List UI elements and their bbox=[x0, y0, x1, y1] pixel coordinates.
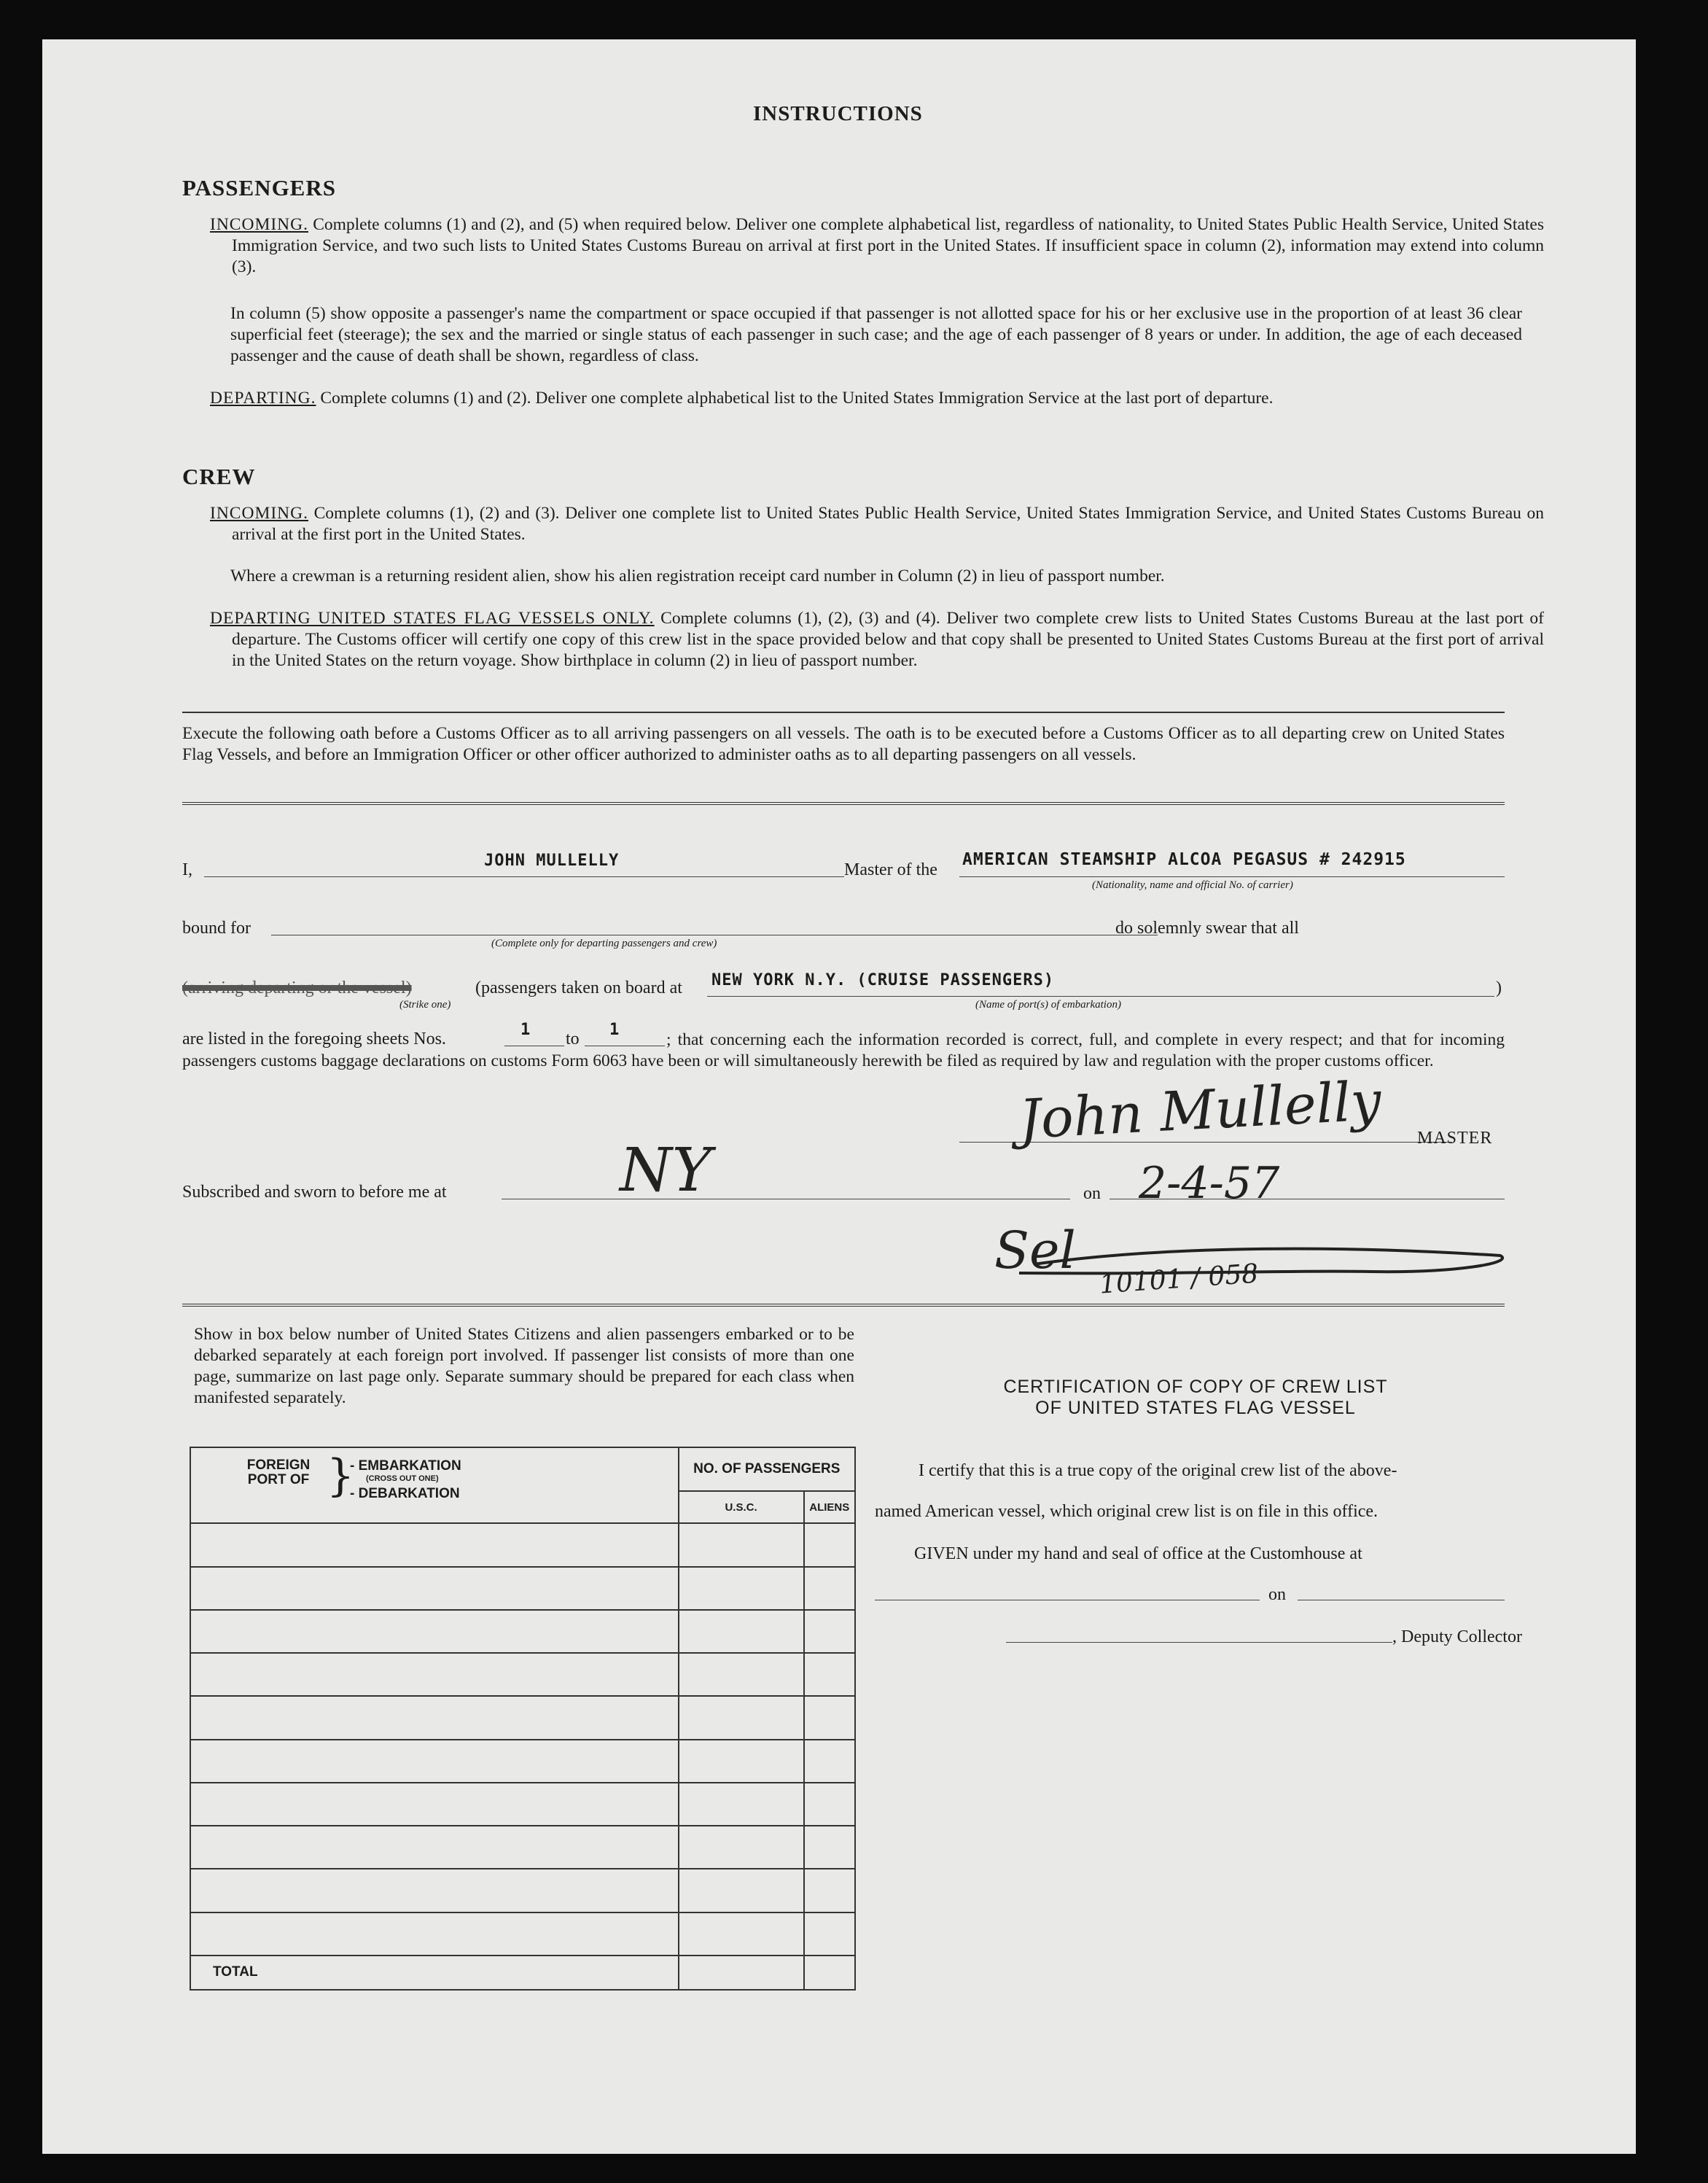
on-label: on bbox=[1083, 1184, 1101, 1203]
aliens-cell[interactable] bbox=[804, 1523, 855, 1566]
master-label: MASTER bbox=[1417, 1129, 1493, 1148]
usc-header: U.S.C. bbox=[679, 1491, 804, 1523]
total-label: TOTAL bbox=[190, 1956, 679, 1990]
to-label: to bbox=[566, 1030, 580, 1048]
crew-incoming-paragraph bbox=[210, 503, 1544, 545]
crew-departing-paragraph bbox=[210, 608, 1544, 672]
aliens-cell[interactable] bbox=[804, 1869, 855, 1912]
master-signature: John Mullelly bbox=[1018, 1070, 1383, 1151]
vessel-caption: (Nationality, name and official No. of carrier) bbox=[1092, 879, 1293, 891]
officer-number: 10101 / 058 bbox=[1098, 1258, 1260, 1300]
summary-instructions: Show in box below number of United States Citizens and alien passengers embarked or to be debarked separately at each foreign port involved. If passenger list consists of more than one page, summarize on last page only. Separate summary should be prepared for each class when manifested separately. bbox=[194, 1325, 854, 1407]
certification-text-1: I certify that this is a true copy of the original crew list of the above- bbox=[919, 1461, 1397, 1480]
taken-on-board-label: (passengers taken on board at bbox=[475, 978, 682, 997]
port-caption: (Name of port(s) of embarkation) bbox=[975, 999, 1121, 1011]
master-name-field: JOHN MULLELLY bbox=[484, 852, 620, 870]
oath-instructions: Execute the following oath before a Customs Officer as to all arriving passengers on all vessels. The oath is to be executed before a Customs Officer as to all departing crew on United States Flag Vessels, and before an Immigration Officer or other officer authorized to administer oaths as to all departing passengers on all vessels. bbox=[182, 724, 1505, 764]
officer-signature: Sel bbox=[994, 1221, 1076, 1280]
aliens-cell[interactable] bbox=[804, 1740, 855, 1783]
strike-one-caption: (Strike one) bbox=[399, 999, 451, 1011]
port-cell[interactable] bbox=[190, 1653, 679, 1696]
usc-cell[interactable] bbox=[679, 1912, 804, 1956]
passengers-incoming-label: INCOMING. bbox=[210, 215, 308, 234]
page-title: INSTRUCTIONS bbox=[753, 102, 923, 125]
divider bbox=[182, 712, 1505, 713]
passengers-incoming-paragraph bbox=[210, 214, 1544, 278]
close-paren: ) bbox=[1496, 978, 1502, 997]
usc-cell[interactable] bbox=[679, 1653, 804, 1696]
sheet-to-field: 1 bbox=[609, 1021, 620, 1039]
aliens-cell[interactable] bbox=[804, 1696, 855, 1739]
master-of-label: Master of the bbox=[844, 860, 937, 879]
crew-departing-text: Complete columns (1), (2), (3) and (4). Deliver two complete crew lists to United States Customs Bureau at the last port of departure. The Customs officer will certify one copy of this crew list in the space provided below and that copy shall be presented to United States Customs Bureau at the first port of arrival in the United States on the return voyage. Show birthplace in column (2) in lieu of passport number. bbox=[232, 609, 1544, 670]
vessel-line bbox=[959, 876, 1505, 877]
bound-for-label: bound for bbox=[182, 919, 251, 938]
port-cell[interactable] bbox=[190, 1869, 679, 1912]
crew-departing-label: DEPARTING UNITED STATES FLAG VESSELS ONLY. bbox=[210, 609, 655, 628]
given-text: GIVEN under my hand and seal of office at the Customhouse at bbox=[914, 1544, 1362, 1563]
divider bbox=[182, 1304, 1505, 1307]
port-cell[interactable] bbox=[190, 1610, 679, 1653]
port-cell[interactable] bbox=[190, 1740, 679, 1783]
foreign-port-header: FOREIGN PORT OF bbox=[246, 1458, 311, 1487]
crew-incoming-text: Complete columns (1), (2) and (3). Deliver one complete list to United States Public Health Service, United States Immigration Service, and United States Customs Bureau on arrival at the first port in the United States. bbox=[232, 504, 1545, 544]
usc-cell[interactable] bbox=[679, 1740, 804, 1783]
usc-cell[interactable] bbox=[679, 1783, 804, 1826]
aliens-cell[interactable] bbox=[804, 1783, 855, 1826]
usc-total-cell[interactable] bbox=[679, 1956, 804, 1990]
divider bbox=[182, 802, 1505, 805]
cross-out-note: (CROSS OUT ONE) bbox=[366, 1474, 439, 1483]
sworn-place-field: NY bbox=[620, 1136, 711, 1205]
brace-glyph: } bbox=[327, 1450, 355, 1501]
certification-on-label: on bbox=[1268, 1585, 1286, 1604]
passengers-incoming-text: Complete columns (1) and (2), and (5) when required below. Deliver one complete alphabetical list, regardless of nationality, to United States Public Health Service, United States Immigration Service, and two such lists to United States Customs Bureau on arrival at first port in the United States. If insufficient space in column (2), information may extend into column (3). bbox=[232, 215, 1545, 276]
listed-text: ; that concerning each the information recorded is correct, full, and complete in every respect; and that for incoming passengers customs baggage declarations on customs Form 6063 have been or will simultaneously herewith be filed as required by law and regulation with the proper customs officer. bbox=[182, 1030, 1505, 1070]
crew-resident-paragraph: Where a crewman is a returning resident alien, show his alien registration receipt card number in Column (2) in lieu of passport number. bbox=[230, 567, 1165, 585]
passengers-departing-text: Complete columns (1) and (2). Deliver one complete alphabetical list to the United States Immigration Service at the last port of departure. bbox=[320, 389, 1274, 408]
swear-label: do solemnly swear that all bbox=[1115, 919, 1299, 938]
passengers-departing-label: DEPARTING. bbox=[210, 389, 316, 408]
usc-cell[interactable] bbox=[679, 1610, 804, 1653]
usc-cell[interactable] bbox=[679, 1869, 804, 1912]
deputy-collector-line[interactable] bbox=[1006, 1642, 1392, 1643]
document-page bbox=[42, 39, 1636, 2154]
listed-label: are listed in the foregoing sheets Nos. bbox=[182, 1030, 446, 1048]
vessel-field: AMERICAN STEAMSHIP ALCOA PEGASUS # 242915 bbox=[962, 850, 1406, 869]
port-cell[interactable] bbox=[190, 1696, 679, 1739]
usc-cell[interactable] bbox=[679, 1826, 804, 1869]
oath-i-label: I, bbox=[182, 860, 192, 879]
passengers-departing-paragraph bbox=[210, 388, 1544, 409]
crew-incoming-label: INCOMING. bbox=[210, 504, 308, 523]
passenger-summary-table bbox=[190, 1447, 856, 1991]
master-name-line bbox=[204, 876, 844, 877]
sworn-date-field: 2-4-57 bbox=[1139, 1158, 1280, 1209]
port-cell[interactable] bbox=[190, 1523, 679, 1566]
subscribed-label: Subscribed and sworn to before me at bbox=[182, 1183, 447, 1202]
port-cell[interactable] bbox=[190, 1567, 679, 1610]
port-cell[interactable] bbox=[190, 1783, 679, 1826]
usc-cell[interactable] bbox=[679, 1523, 804, 1566]
certification-text-2: named American vessel, which original crew list is on file in this office. bbox=[875, 1502, 1379, 1521]
sheet-from-field: 1 bbox=[520, 1021, 531, 1039]
deputy-collector-label: , Deputy Collector bbox=[1392, 1627, 1522, 1646]
port-header-cell bbox=[190, 1447, 679, 1523]
port-field: NEW YORK N.Y. (CRUISE PASSENGERS) bbox=[711, 971, 1055, 989]
aliens-cell[interactable] bbox=[804, 1653, 855, 1696]
certification-title-line1: CERTIFICATION OF COPY OF CREW LIST bbox=[1003, 1377, 1388, 1397]
aliens-cell[interactable] bbox=[804, 1912, 855, 1956]
certification-title-line2: OF UNITED STATES FLAG VESSEL bbox=[1035, 1398, 1356, 1418]
passengers-heading: PASSENGERS bbox=[182, 175, 336, 201]
passengers-column5-paragraph: In column (5) show opposite a passenger's name the compartment or space occupied if that passenger is not allotted space for his or her exclusive use in the proportion of at least 36 clear superficial feet (steerage); the sex and the married or single status of each passenger in such case; and the age of each passenger of 8 years or under. In addition, the age of each deceased passenger and the cause of death shall be shown, regardless of class. bbox=[230, 304, 1522, 365]
usc-cell[interactable] bbox=[679, 1696, 804, 1739]
port-line bbox=[707, 996, 1494, 997]
aliens-cell[interactable] bbox=[804, 1826, 855, 1869]
port-cell[interactable] bbox=[190, 1826, 679, 1869]
usc-cell[interactable] bbox=[679, 1567, 804, 1610]
no-passengers-header: NO. OF PASSENGERS bbox=[679, 1447, 855, 1491]
port-cell[interactable] bbox=[190, 1912, 679, 1956]
crew-heading: CREW bbox=[182, 464, 256, 489]
debarkation-header: - DEBARKATION bbox=[350, 1486, 460, 1501]
arriving-departing-struck: (arriving departing or the vessel) bbox=[182, 978, 412, 997]
aliens-header: ALIENS bbox=[804, 1491, 855, 1523]
aliens-cell[interactable] bbox=[804, 1567, 855, 1610]
aliens-total-cell[interactable] bbox=[804, 1956, 855, 1990]
embarkation-header: - EMBARKATION bbox=[350, 1458, 461, 1474]
bound-for-caption: (Complete only for departing passengers and crew) bbox=[491, 938, 717, 949]
certification-title bbox=[875, 1377, 1516, 1419]
aliens-cell[interactable] bbox=[804, 1610, 855, 1653]
